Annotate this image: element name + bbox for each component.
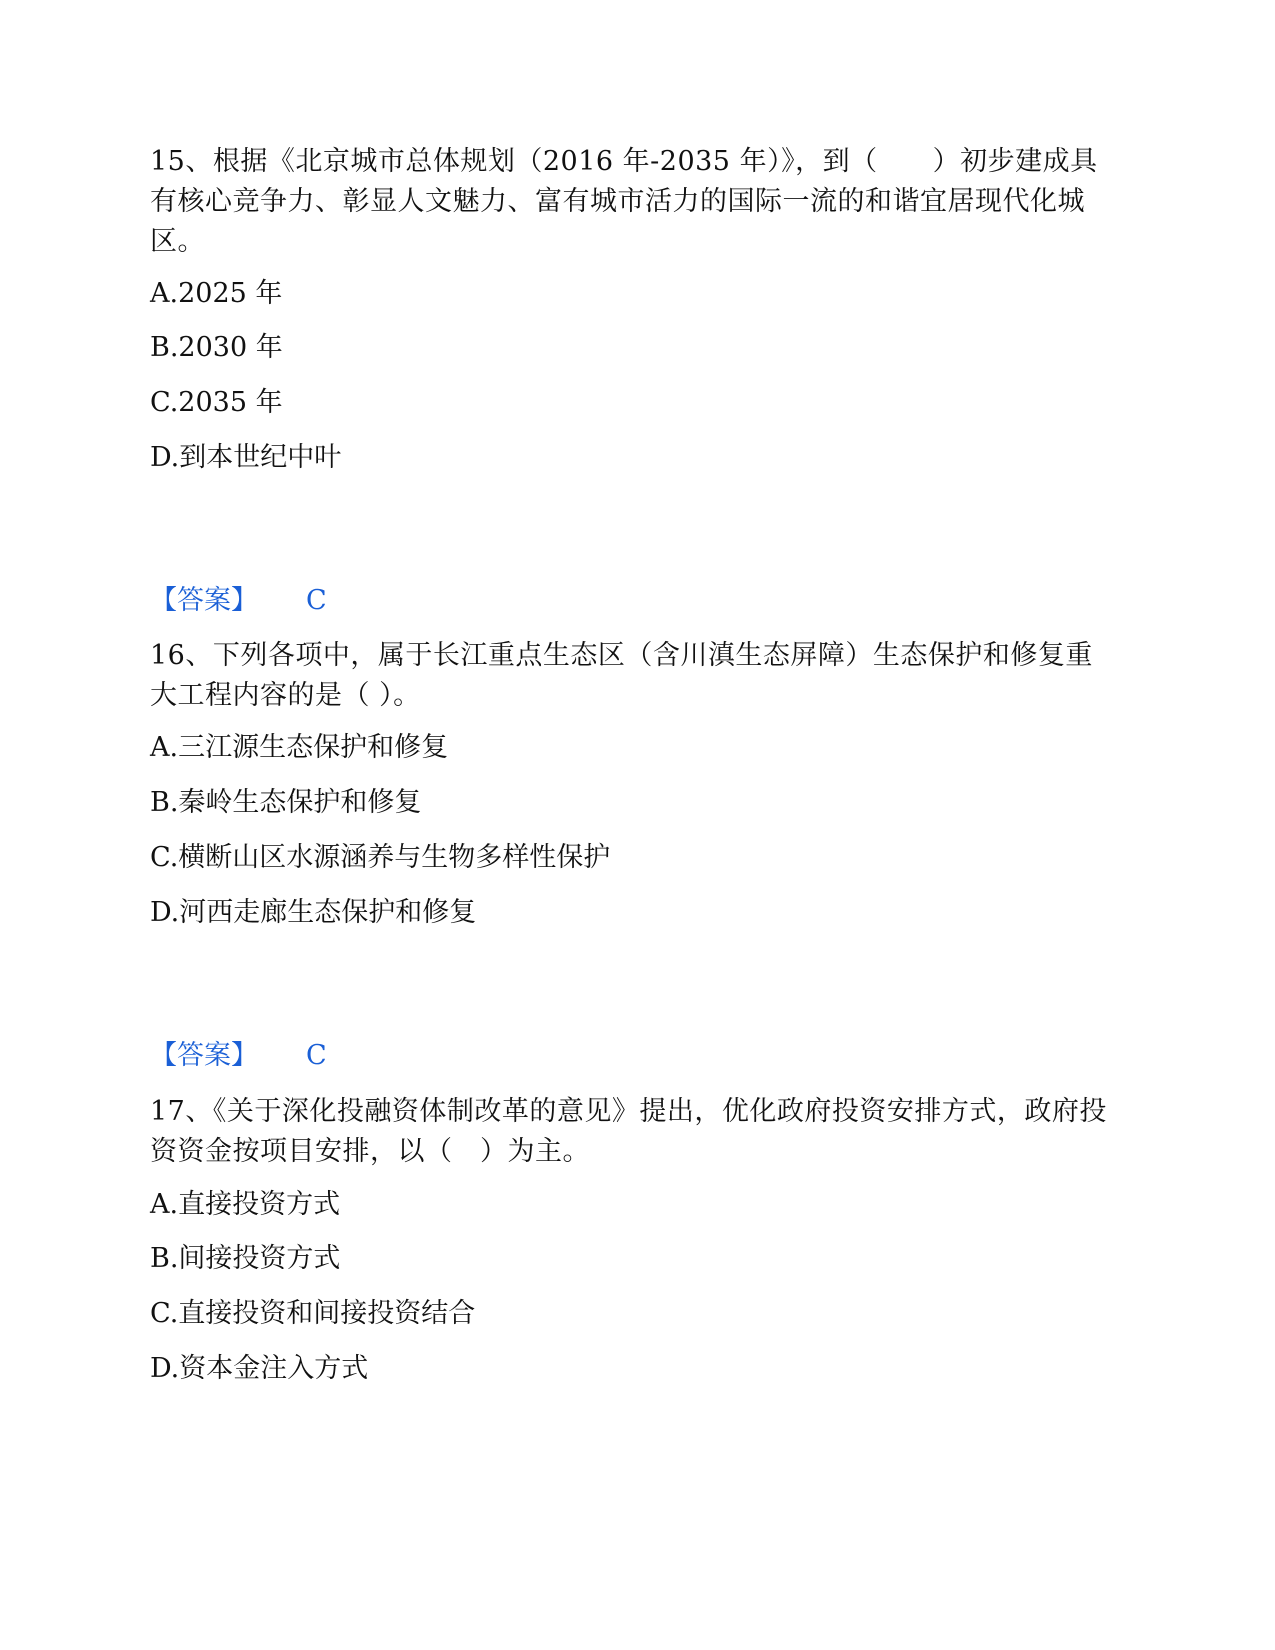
question-15-option-c: C.2035 年 bbox=[150, 387, 283, 418]
question-16-option-c: C.横断山区水源涵养与生物多样性保护 bbox=[150, 842, 611, 873]
question-17-text: 17、《关于深化投融资体制改革的意见》提出，优化政府投资安排方式，政府投资资金按项目安排，以（ ）为主。 bbox=[150, 1096, 1107, 1167]
question-15-text: 15、根据《北京城市总体规划（2016 年-2035 年）》，到（ ）初步建成具有核心竞争力、彰显人文魅力、富有城市活力的国际一流的和谐宜居现代化城区。 bbox=[150, 146, 1098, 257]
question-15-option-b: B.2030 年 bbox=[150, 332, 283, 363]
question-16-option-b: B.秦岭生态保护和修复 bbox=[150, 787, 422, 818]
question-16-option-a: A.三江源生态保护和修复 bbox=[150, 732, 449, 763]
question-17-option-d: D.资本金注入方式 bbox=[150, 1353, 369, 1384]
question-16-option-d: D.河西走廊生态保护和修复 bbox=[150, 897, 477, 928]
question-15-option-d: D.到本世纪中叶 bbox=[150, 442, 342, 473]
answer-16 bbox=[150, 1038, 327, 1074]
question-17-option-b: B.间接投资方式 bbox=[150, 1243, 341, 1274]
question-15-option-a: A.2025 年 bbox=[150, 278, 283, 309]
answer-label: 【答案】 bbox=[150, 1040, 258, 1071]
answer-15 bbox=[150, 583, 327, 619]
question-17-option-c: C.直接投资和间接投资结合 bbox=[150, 1298, 476, 1329]
question-17-option-a: A.直接投资方式 bbox=[150, 1189, 341, 1220]
answer-label: 【答案】 bbox=[150, 585, 258, 616]
answer-value: C bbox=[306, 585, 327, 616]
question-16-text: 16、下列各项中，属于长江重点生态区（含川滇生态屏障）生态保护和修复重大工程内容的是（ ）。 bbox=[150, 640, 1093, 711]
answer-value: C bbox=[306, 1040, 327, 1071]
